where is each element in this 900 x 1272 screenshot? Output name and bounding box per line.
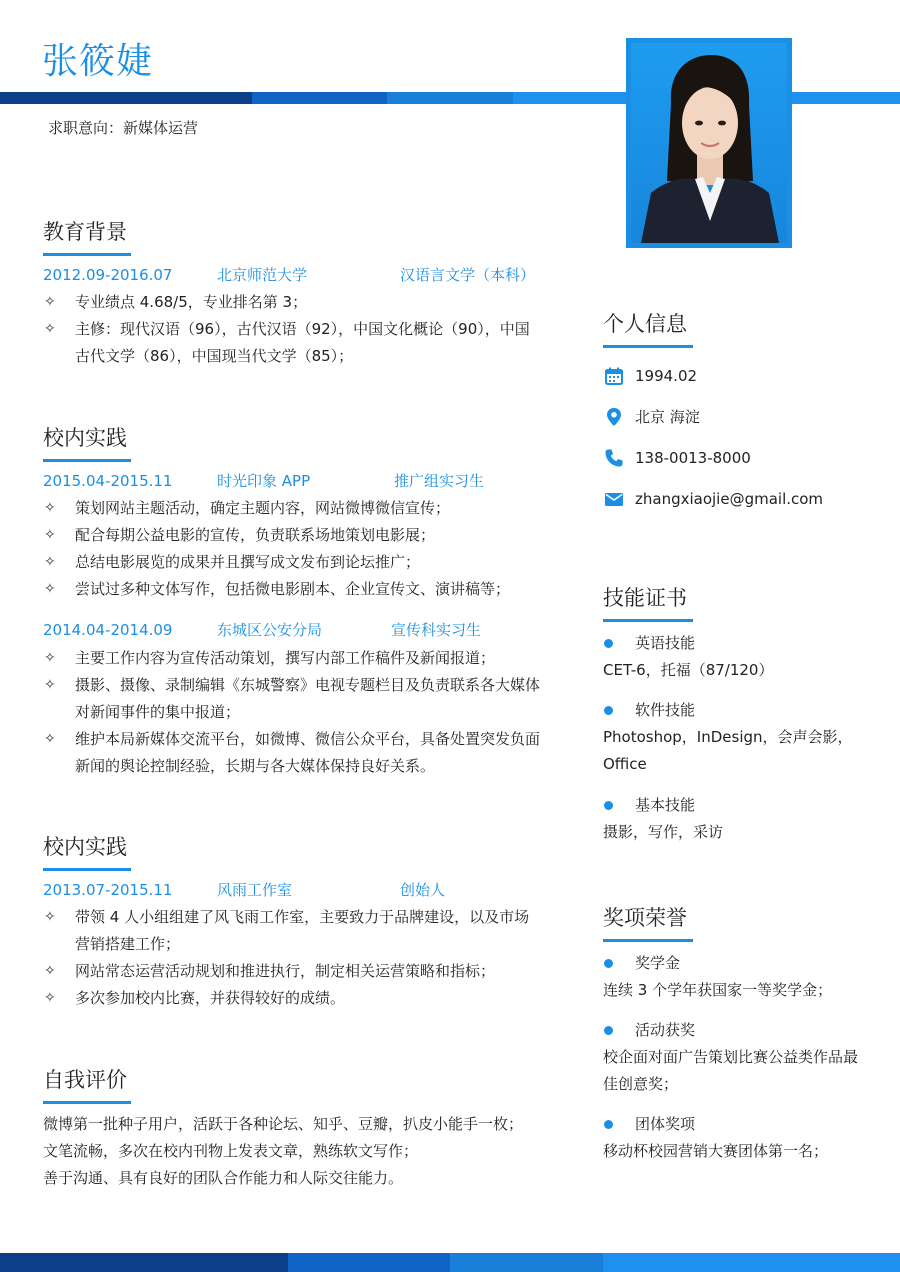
footer-color-band <box>0 1253 900 1272</box>
award-team-value: 移动杯校园营销大赛团体第一名； <box>603 1142 829 1160</box>
entry-role: 汉语言文学（本科） <box>400 266 536 284</box>
list-item: ✧ 总结电影展览的成果并且撰写成文发布到论坛推广； <box>43 549 543 576</box>
mail-icon <box>604 489 624 509</box>
section-title-personal-info: 个人信息 <box>603 310 687 344</box>
list-item: ✧ 主修：现代汉语（96），古代汉语（92），中国文化概论（90），中国古代文学（86），中国现当代文学（85）； <box>43 316 543 370</box>
skill-label: 英语技能 <box>635 634 696 652</box>
award-scholarship-value: 连续 3 个学年获国家一等奖学金； <box>603 981 833 999</box>
section-title-campus-practice: 校内实践 <box>43 424 127 458</box>
entry-date: 2013.07-2015.11 <box>43 881 173 899</box>
list-item: ✧ 摄影、摄像、录制编辑《东城警察》电视专题栏目及负责联系各大媒体对新闻事件的集中报道； <box>43 672 543 726</box>
location-value: 北京 海淀 <box>635 408 700 426</box>
award-label: 活动获奖 <box>635 1021 696 1039</box>
campus-list <box>43 495 543 603</box>
list-item: ✧ 网站常态运营活动规划和推进执行，制定相关运营策略和指标； <box>43 958 543 985</box>
entry-role: 创始人 <box>400 881 446 899</box>
phone-value[interactable]: 138-0013-8000 <box>635 449 751 467</box>
award-label: 奖学金 <box>635 954 681 972</box>
section-title-campus-practice-2: 校内实践 <box>43 833 127 867</box>
section-title-education: 教育背景 <box>43 218 127 252</box>
calendar-icon <box>604 366 624 386</box>
text-line: 微博第一批种子用户，活跃于各种论坛、知乎、豆瓣，扒皮小能手一枚； <box>43 1115 524 1133</box>
entry-org: 北京师范大学 <box>217 266 308 284</box>
location-pin-icon <box>604 407 624 427</box>
bullet-dot-icon <box>604 1120 613 1129</box>
entry-org: 东城区公安分局 <box>217 621 323 639</box>
self-evaluation-text <box>43 1111 553 1192</box>
skill-english-value: CET-6，托福（87/120） <box>603 661 774 679</box>
skill-label: 基本技能 <box>635 796 696 814</box>
list-item: ✧ 维护本局新媒体交流平台，如微博、微信公众平台，具备处置突发负面新闻的舆论控制经验，长期与各大媒体保持良好关系。 <box>43 726 543 780</box>
list-item: ✧ 多次参加校内比赛，并获得较好的成绩。 <box>43 985 543 1012</box>
email-value[interactable]: zhangxiaojie@gmail.com <box>635 490 824 508</box>
campus-list <box>43 645 543 780</box>
skill-software-value: Photoshop，InDesign，会声会影，Office <box>603 728 853 773</box>
entry-role: 宣传科实习生 <box>391 621 482 639</box>
section-title-self-evaluation: 自我评价 <box>43 1066 127 1100</box>
list-item: ✧ 尝试过多种文体写作，包括微电影剧本、企业宣传文、演讲稿等； <box>43 576 543 603</box>
text-line: 文笔流畅，多次在校内刊物上发表文章，熟练软文写作； <box>43 1142 419 1160</box>
entry-date: 2014.04-2014.09 <box>43 621 173 639</box>
award-activity-value: 校企面对面广告策划比赛公益类作品最佳创意奖； <box>603 1048 859 1093</box>
section-title-skills: 技能证书 <box>603 584 687 618</box>
entry-org: 风雨工作室 <box>217 881 293 899</box>
text-line: 善于沟通、具有良好的团队合作能力和人际交往能力。 <box>43 1169 404 1187</box>
portrait-image <box>631 43 787 243</box>
entry-role: 推广组实习生 <box>394 472 485 490</box>
award-label: 团体奖项 <box>635 1115 696 1133</box>
list-item: ✧ 主要工作内容为宣传活动策划，撰写内部工作稿件及新闻报道； <box>43 645 543 672</box>
bullet-dot-icon <box>604 801 613 810</box>
entry-date: 2012.09-2016.07 <box>43 266 173 284</box>
skill-label: 软件技能 <box>635 701 696 719</box>
bullet-dot-icon <box>604 1026 613 1035</box>
campus-list <box>43 904 543 1012</box>
list-item: ✧ 带领 4 人小组组建了风飞雨工作室，主要致力于品牌建设，以及市场营销搭建工作； <box>43 904 543 958</box>
profile-photo <box>626 38 792 248</box>
phone-icon <box>604 448 624 468</box>
birth-value: 1994.02 <box>635 367 698 385</box>
entry-org: 时光印象 APP <box>217 472 311 490</box>
job-intent: 求职意向：新媒体运营 <box>48 119 199 137</box>
list-item: ✧ 配合每期公益电影的宣传，负责联系场地策划电影展； <box>43 522 543 549</box>
candidate-name: 张筱婕 <box>42 41 154 82</box>
list-item: ✧ 策划网站主题活动，确定主题内容，网站微博微信宣传； <box>43 495 543 522</box>
bullet-dot-icon <box>604 959 613 968</box>
list-item: ✧ 专业绩点 4.68/5，专业排名第 3； <box>43 289 543 316</box>
entry-date: 2015.04-2015.11 <box>43 472 173 490</box>
bullet-dot-icon <box>604 639 613 648</box>
section-title-awards: 奖项荣誉 <box>603 904 687 938</box>
bullet-dot-icon <box>604 706 613 715</box>
skill-basic-value: 摄影，写作，采访 <box>603 823 724 841</box>
education-list <box>43 289 543 370</box>
